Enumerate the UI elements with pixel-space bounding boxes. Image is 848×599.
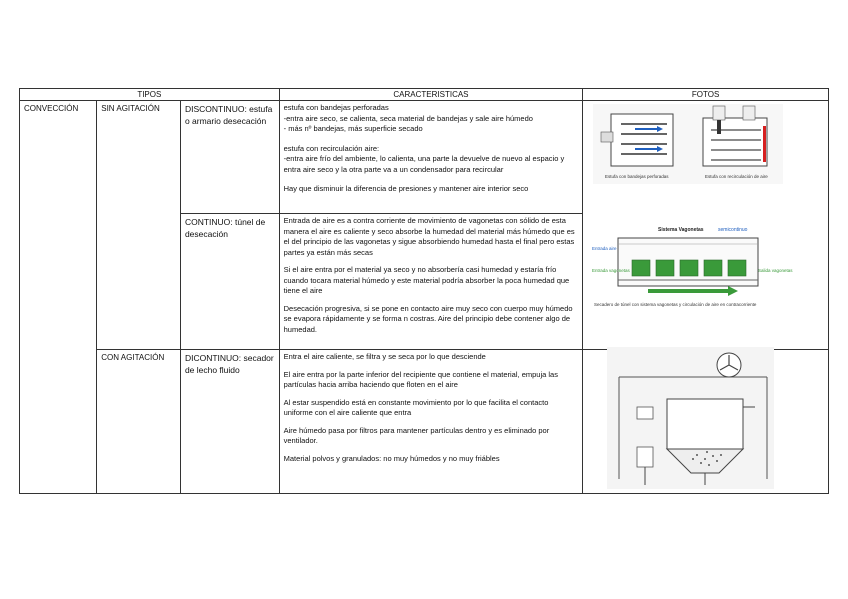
estufa-p2-l2: -entra aire frío del ambiente, lo calienta, una parte la devuelve de nuevo al espacio y entra aire seco y la otra parte va a un condensador para recircular: [283, 154, 565, 174]
estufa-p1-l3: - más nº bandejas, más superficie secado: [283, 124, 423, 133]
lecho-p4: Aire húmedo pasa por filtros para mantener partículas dentro y es eliminado por ventilador.: [283, 425, 550, 445]
header-caracteristicas: CARACTERISTICAS: [279, 89, 583, 101]
tunel-p1: Entrada de aire es a contra corriente de movimiento de vagonetas con sólido de esta manera el aire es caliente y seco absorbe la humedad del material más húmedo que es el del principio de las vagonetas y sigue absorbiendo humedad hasta el final pero estas partes ya están más secas: [283, 216, 575, 257]
header-tipos: TIPOS: [20, 89, 280, 101]
category-conveccion: CONVECCIÓN: [20, 101, 97, 494]
tunel-entrada-vagonetas: Entrada vagonetas: [592, 268, 630, 273]
header-row: [20, 89, 829, 101]
subcategory-con-agitacion: CON AGITACIÓN: [97, 350, 181, 494]
estufa-caption-1: Estufa con bandejas perforadas: [605, 174, 669, 179]
type-discontinuo-estufa: DISCONTINUO: estufa o armario desecación: [180, 101, 279, 214]
tunel-p2: Si el aire entra por el material ya seco y no absorbería casi humedad y estaría frío cuando tocara material húmedo y este material podría absorber la poca humedad que tiene el aire: [283, 265, 570, 295]
ventilador: [717, 353, 741, 377]
estufa-p1-l1: estufa con bandejas perforadas: [283, 103, 389, 112]
header-fotos: FOTOS: [583, 89, 829, 101]
vagonetas: [632, 260, 746, 276]
estufa-p1-l2: -entra aire seco, se calienta, seca material de bandejas y sale aire húmedo: [283, 113, 533, 123]
lecho-characteristics: [279, 350, 583, 494]
estufa-bandejas-diagram: [601, 114, 673, 166]
estufa-p3: Hay que disminuir la diferencia de presiones y mantener aire interior seco: [283, 184, 529, 193]
type-continuo-tunel: CONTINUO: túnel de desecación: [180, 214, 279, 350]
lecho-fluido-diagram-figure: [607, 347, 774, 489]
estufa-p2-l1: estufa con recirculación aire:: [283, 143, 380, 153]
tunel-p3: Desecación progresiva, si se pone en contacto aire muy seco con cuerpo muy húmedo se evapora rápidamente y se forma n costras. Aire del principio debe contener algo de humedad.: [283, 303, 573, 334]
tunel-semicontinuo: semicontinuo: [718, 227, 748, 233]
tunel-diagram-figure: [588, 220, 793, 312]
estufa-caption-2: Estufa con recirculación de aire: [705, 174, 768, 179]
tunel-title: Sistema Vagonetas: [658, 227, 704, 233]
subcategory-sin-agitacion: SIN AGITACIÓN: [97, 101, 181, 350]
type-discontinuo-lecho: DICONTINUO: secador de lecho fluido: [180, 350, 279, 494]
estufa-diagrams-figure: [593, 104, 783, 184]
lecho-p3: Al estar suspendido está en constante movimiento por lo que facilita el contacto uniforme con el aire caliente que entra: [283, 397, 549, 417]
tunel-salida-vagonetas: Salida vagonetas: [758, 268, 793, 273]
tunel-characteristics: [279, 214, 583, 350]
lecho-p2: El aire entra por la parte inferior del recipiente que contiene el material, empuja las partículas hacia arriba haciendo que floten en el aire: [283, 369, 558, 389]
lecho-p1: Entra el aire caliente, se filtra y se seca por lo que desciende: [283, 352, 486, 361]
lecho-p5: Material polvos y granulados: no muy húmedos y no muy friábles: [283, 453, 500, 463]
estufa-characteristics: [279, 101, 583, 214]
tunel-caption: Secadero de túnel con sistema vagonetas y circulación de aire en contracorriente: [594, 302, 757, 307]
tunel-entrada-aire: Entrada aire: [592, 246, 617, 251]
